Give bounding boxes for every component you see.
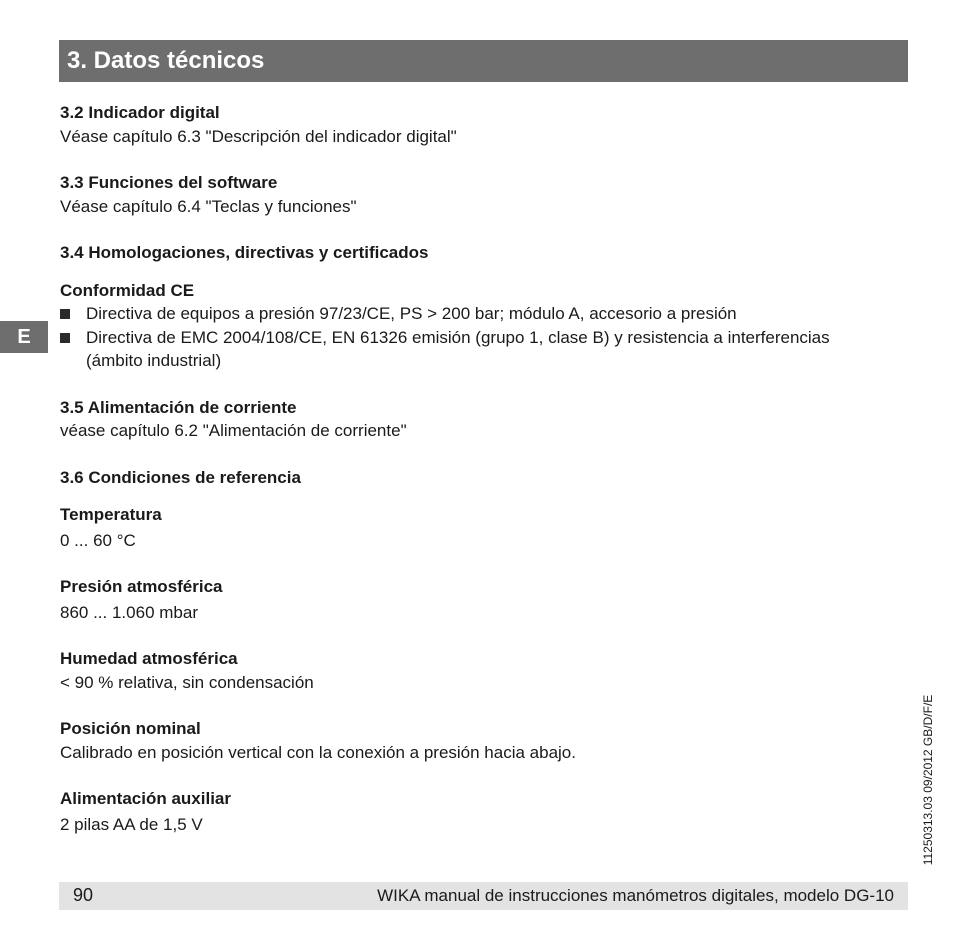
section-heading-3-5: 3.5 Alimentación de corriente <box>60 398 297 417</box>
label-posicion: Posición nominal <box>60 719 201 738</box>
section-heading-3-3: 3.3 Funciones del software <box>60 173 278 192</box>
section-heading-3-2: 3.2 Indicador digital <box>60 103 220 122</box>
value-humedad: < 90 % relativa, sin condensación <box>60 673 314 692</box>
label-alimentacion-auxiliar: Alimentación auxiliar <box>60 789 231 808</box>
document-code: 11250313.03 09/2012 GB/D/F/E <box>921 694 935 866</box>
label-humedad: Humedad atmosférica <box>60 649 238 668</box>
page-number: 90 <box>73 885 94 905</box>
value-temperatura: 0 ... 60 °C <box>60 531 136 550</box>
section-text-3-5: véase capítulo 6.2 "Alimentación de corriente" <box>60 421 407 440</box>
section-heading-3-4: 3.4 Homologaciones, directivas y certificados <box>60 243 429 262</box>
subheading-conformidad-ce: Conformidad CE <box>60 281 195 300</box>
bullet-square-icon <box>60 333 70 343</box>
label-presion: Presión atmosférica <box>60 577 223 596</box>
language-tab: E <box>0 321 48 353</box>
section-heading-3-6: 3.6 Condiciones de referencia <box>60 468 301 487</box>
list-item: Directiva de equipos a presión 97/23/CE, PS > 200 bar; módulo A, accesorio a presión <box>86 304 737 323</box>
list-item: Directiva de EMC 2004/108/CE, EN 61326 emisión (grupo 1, clase B) y resistencia a interferencias <box>86 328 830 347</box>
footer-title: WIKA manual de instrucciones manómetros digitales, modelo DG-10 <box>377 886 894 905</box>
label-temperatura: Temperatura <box>60 505 162 524</box>
value-posicion: Calibrado en posición vertical con la conexión a presión hacia abajo. <box>60 743 576 762</box>
value-alimentacion-auxiliar: 2 pilas AA de 1,5 V <box>60 815 203 834</box>
list-item-continuation: (ámbito industrial) <box>86 351 222 370</box>
page-title: 3. Datos técnicos <box>59 40 908 82</box>
section-text-3-3: Véase capítulo 6.4 "Teclas y funciones" <box>60 197 357 216</box>
section-text-3-2: Véase capítulo 6.3 "Descripción del indicador digital" <box>60 127 457 146</box>
bullet-square-icon <box>60 309 70 319</box>
page-footer <box>59 882 908 910</box>
value-presion: 860 ... 1.060 mbar <box>60 603 198 622</box>
